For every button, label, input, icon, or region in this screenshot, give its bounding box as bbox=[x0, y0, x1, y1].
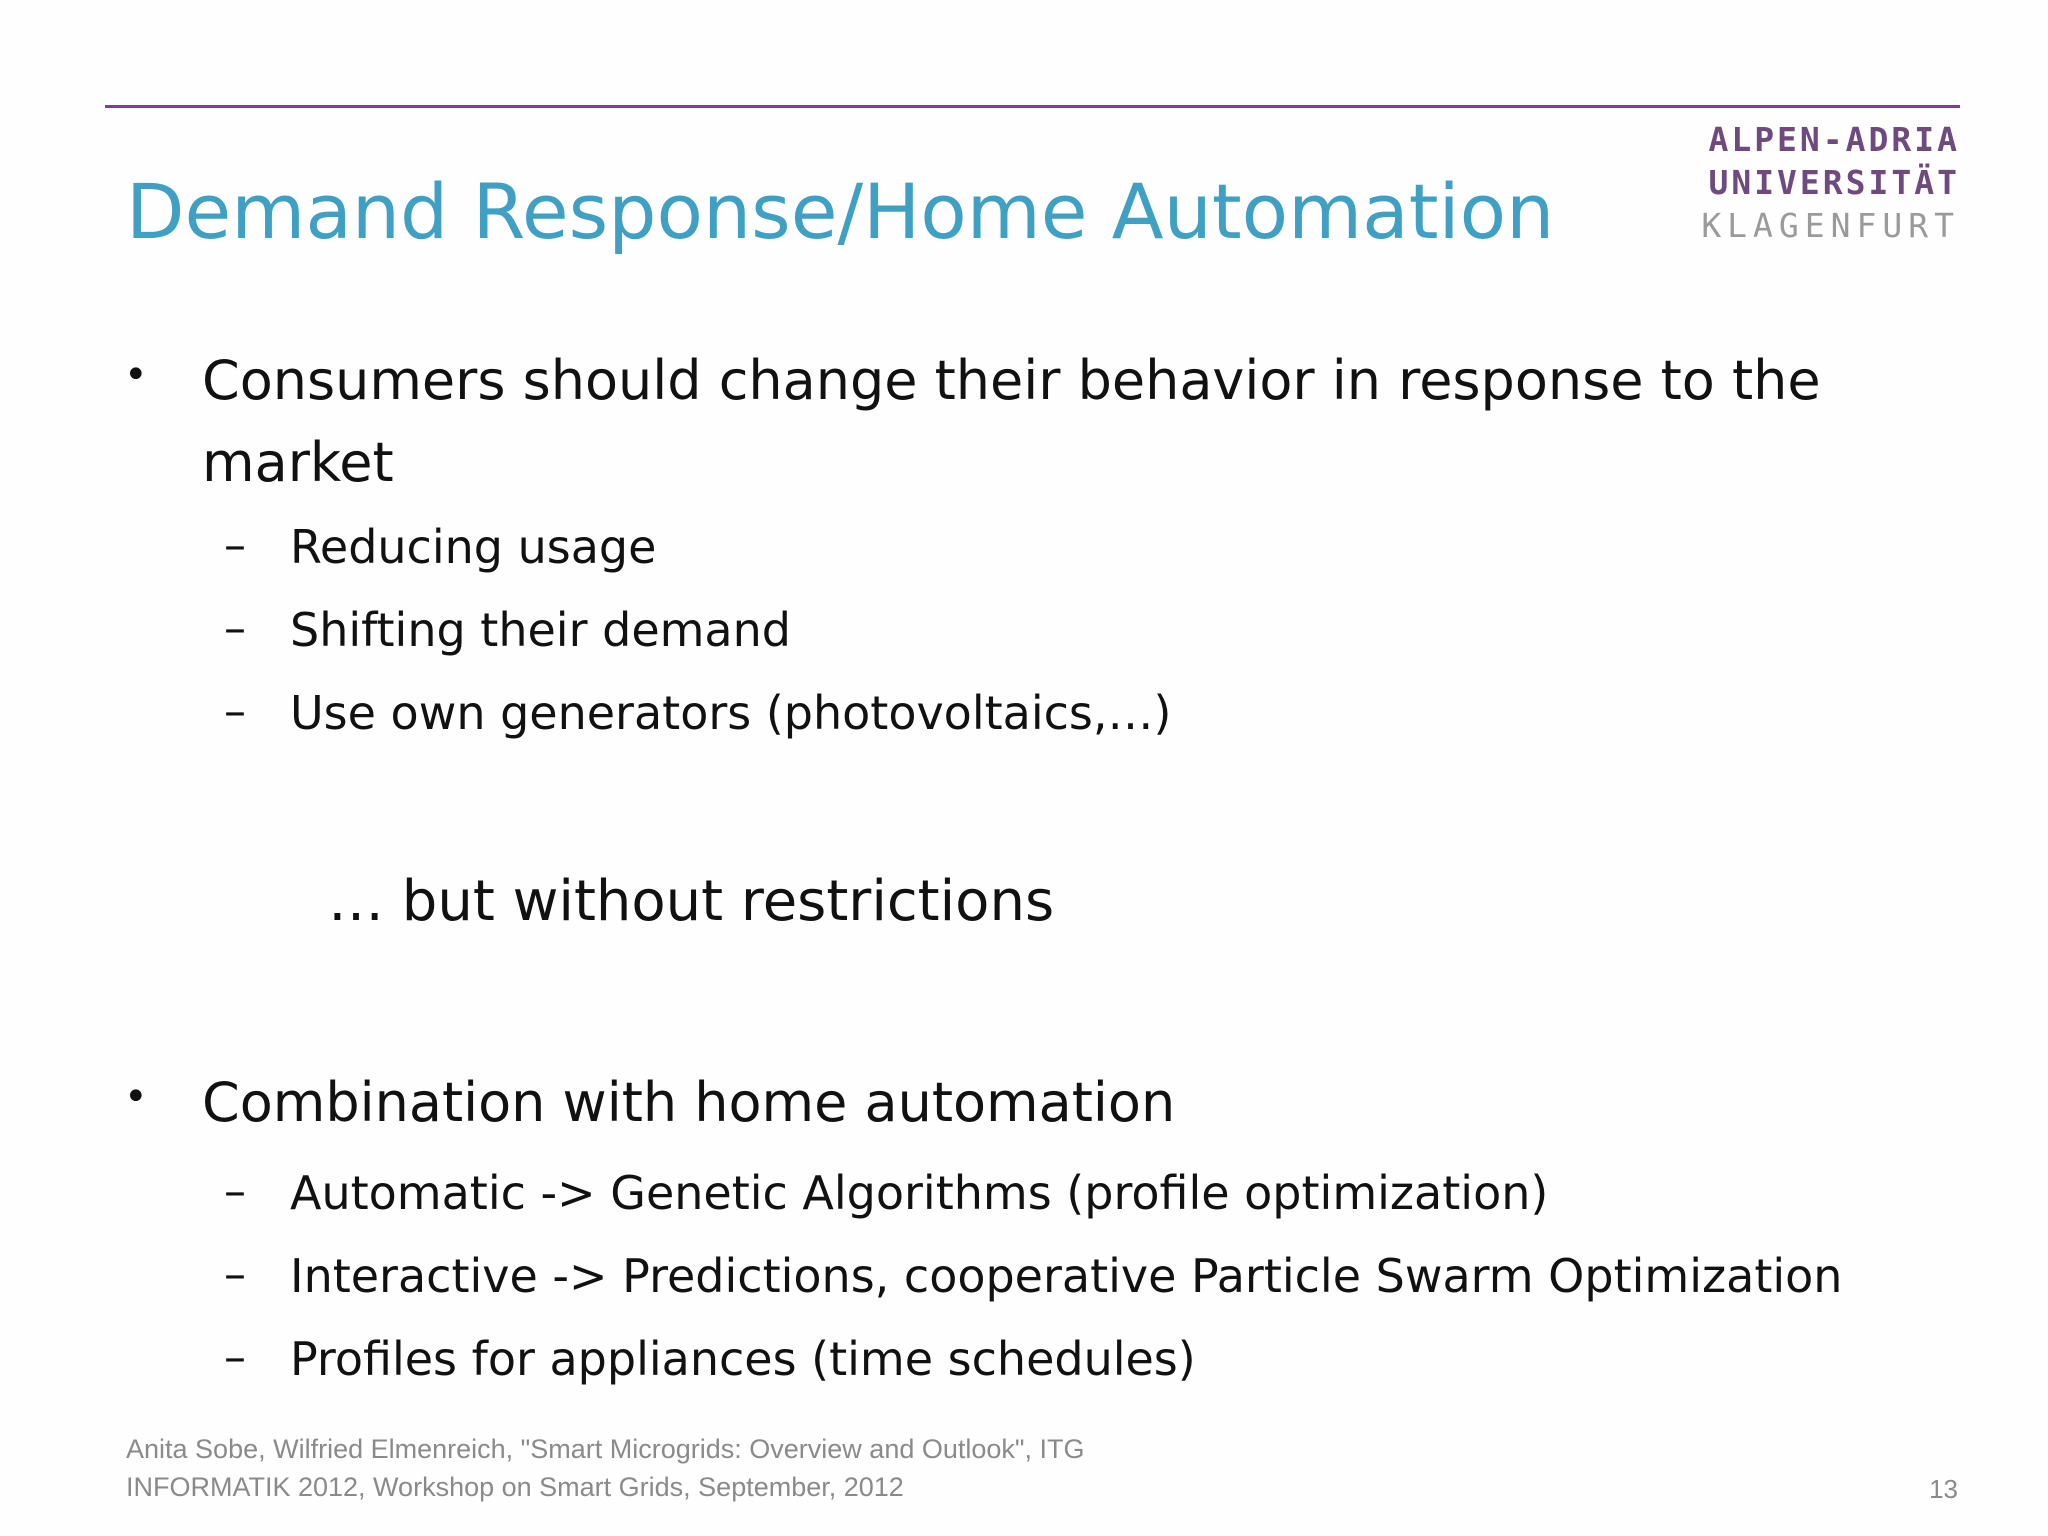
bullet-1-line-2: market bbox=[202, 431, 394, 494]
aside-note: … but without restrictions bbox=[328, 869, 1055, 934]
sub-item-1-1: Reducing usage bbox=[290, 520, 657, 574]
bullet-1-line-1: Consumers should change their behavior in response to the bbox=[202, 349, 1821, 412]
dash-icon: – bbox=[224, 1332, 246, 1383]
citation-line-1: Anita Sobe, Wilfried Elmenreich, "Smart Microgrids: Overview and Outlook", ITG bbox=[126, 1434, 1085, 1464]
sub-item-2-2: Interactive -> Predictions, cooperative Particle Swarm Optimization bbox=[290, 1249, 1843, 1303]
logo-line-1: ALPEN-ADRIA bbox=[1708, 120, 1960, 159]
slide-title: Demand Response/Home Automation bbox=[126, 167, 1555, 256]
dash-icon: – bbox=[224, 1249, 246, 1300]
header-divider bbox=[105, 105, 1960, 108]
sub-item-2-3: Profiles for appliances (time schedules) bbox=[290, 1332, 1196, 1386]
bullet-icon: • bbox=[124, 352, 148, 398]
citation-footer bbox=[126, 1430, 1085, 1506]
bullet-icon: • bbox=[124, 1074, 148, 1120]
bullet-2-line-1: Combination with home automation bbox=[202, 1071, 1176, 1134]
citation-line-2: INFORMATIK 2012, Workshop on Smart Grids, September, 2012 bbox=[126, 1472, 904, 1502]
sub-item-1-3: Use own generators (photovoltaics,…) bbox=[290, 686, 1172, 740]
logo-line-2: UNIVERSITÄT bbox=[1708, 163, 1960, 202]
dash-icon: – bbox=[224, 1166, 246, 1217]
sub-item-1-2: Shifting their demand bbox=[290, 603, 791, 657]
sub-item-2-1: Automatic -> Genetic Algorithms (profile optimization) bbox=[290, 1166, 1549, 1220]
dash-icon: – bbox=[224, 520, 246, 571]
dash-icon: – bbox=[224, 603, 246, 654]
page-number: 13 bbox=[1929, 1474, 1958, 1504]
dash-icon: – bbox=[224, 686, 246, 737]
university-logo bbox=[1680, 118, 1960, 247]
logo-line-3: KLAGENFURT bbox=[1701, 206, 1960, 245]
